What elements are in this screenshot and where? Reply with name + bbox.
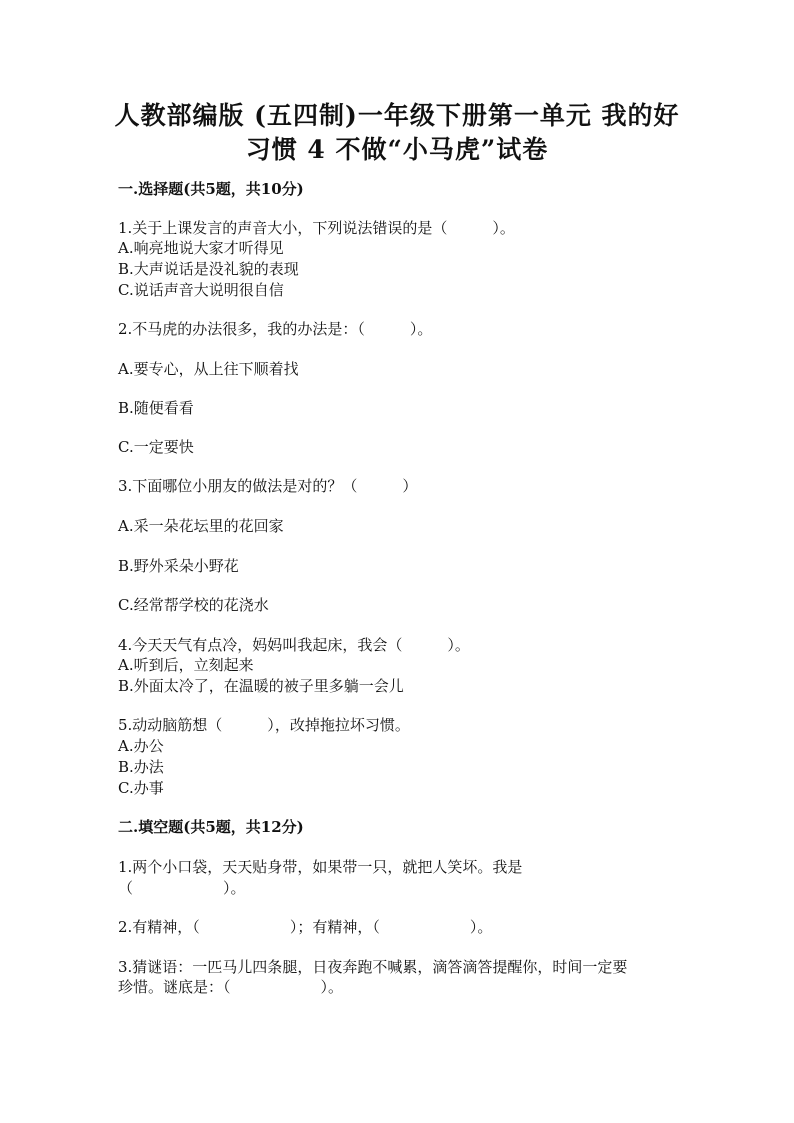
question-5-stem: 5.动动脑筋想（ ），改掉拖拉坏习惯。	[118, 716, 410, 734]
question-4-option-b: B.外面太冷了，在温暖的被子里多躺一会儿	[118, 677, 404, 695]
question-3-option-a: A.采一朵花坛里的花回家	[118, 517, 284, 535]
section2-heading: 二.填空题(共5题，共12分)	[118, 818, 304, 836]
question-1-option-b: B.大声说话是没礼貌的表现	[118, 260, 299, 278]
question-2-option-c: C.一定要快	[118, 438, 194, 456]
question-1-stem: 1.关于上课发言的声音大小，下列说法错误的是（ ）。	[118, 219, 515, 237]
fill-question-3-line1: 3.猜谜语：一匹马儿四条腿，日夜奔跑不喊累，滴答滴答提醒你，时间一定要	[118, 958, 628, 976]
question-5-option-c: C.办事	[118, 779, 164, 797]
question-2-option-b: B.随便看看	[118, 399, 194, 417]
question-3-option-c: C.经常帮学校的花浇水	[118, 596, 269, 614]
fill-question-1-line2: （ ）。	[118, 879, 246, 897]
question-3-stem: 3.下面哪位小朋友的做法是对的？（ ）	[118, 477, 418, 495]
question-2-option-a: A.要专心，从上往下顺着找	[118, 360, 299, 378]
question-5-option-a: A.办公	[118, 737, 164, 755]
exam-title-line1: 人教部编版 (五四制)一年级下册第一单元 我的好	[114, 101, 680, 130]
exam-title-line2: 习惯 4 不做“小马虎”试卷	[245, 135, 549, 164]
question-4-stem: 4.今天天气有点冷，妈妈叫我起床，我会（ ）。	[118, 636, 470, 654]
fill-question-3-line2: 珍惜。谜底是：（ ）。	[118, 978, 344, 996]
fill-question-2: 2.有精神，（ ）；有精神，（ ）。	[118, 918, 493, 936]
question-4-option-a: A.听到后，立刻起来	[118, 656, 254, 674]
question-3-option-b: B.野外采朵小野花	[118, 557, 239, 575]
question-1-option-c: C.说话声音大说明很自信	[118, 281, 284, 299]
section1-heading: 一.选择题(共5题，共10分)	[118, 180, 304, 198]
question-5-option-b: B.办法	[118, 758, 164, 776]
question-2-stem: 2.不马虎的办法很多，我的办法是：（ ）。	[118, 320, 433, 338]
fill-question-1-line1: 1.两个小口袋，天天贴身带，如果带一只，就把人笑坏。我是	[118, 858, 523, 876]
question-1-option-a: A.响亮地说大家才听得见	[118, 239, 284, 257]
